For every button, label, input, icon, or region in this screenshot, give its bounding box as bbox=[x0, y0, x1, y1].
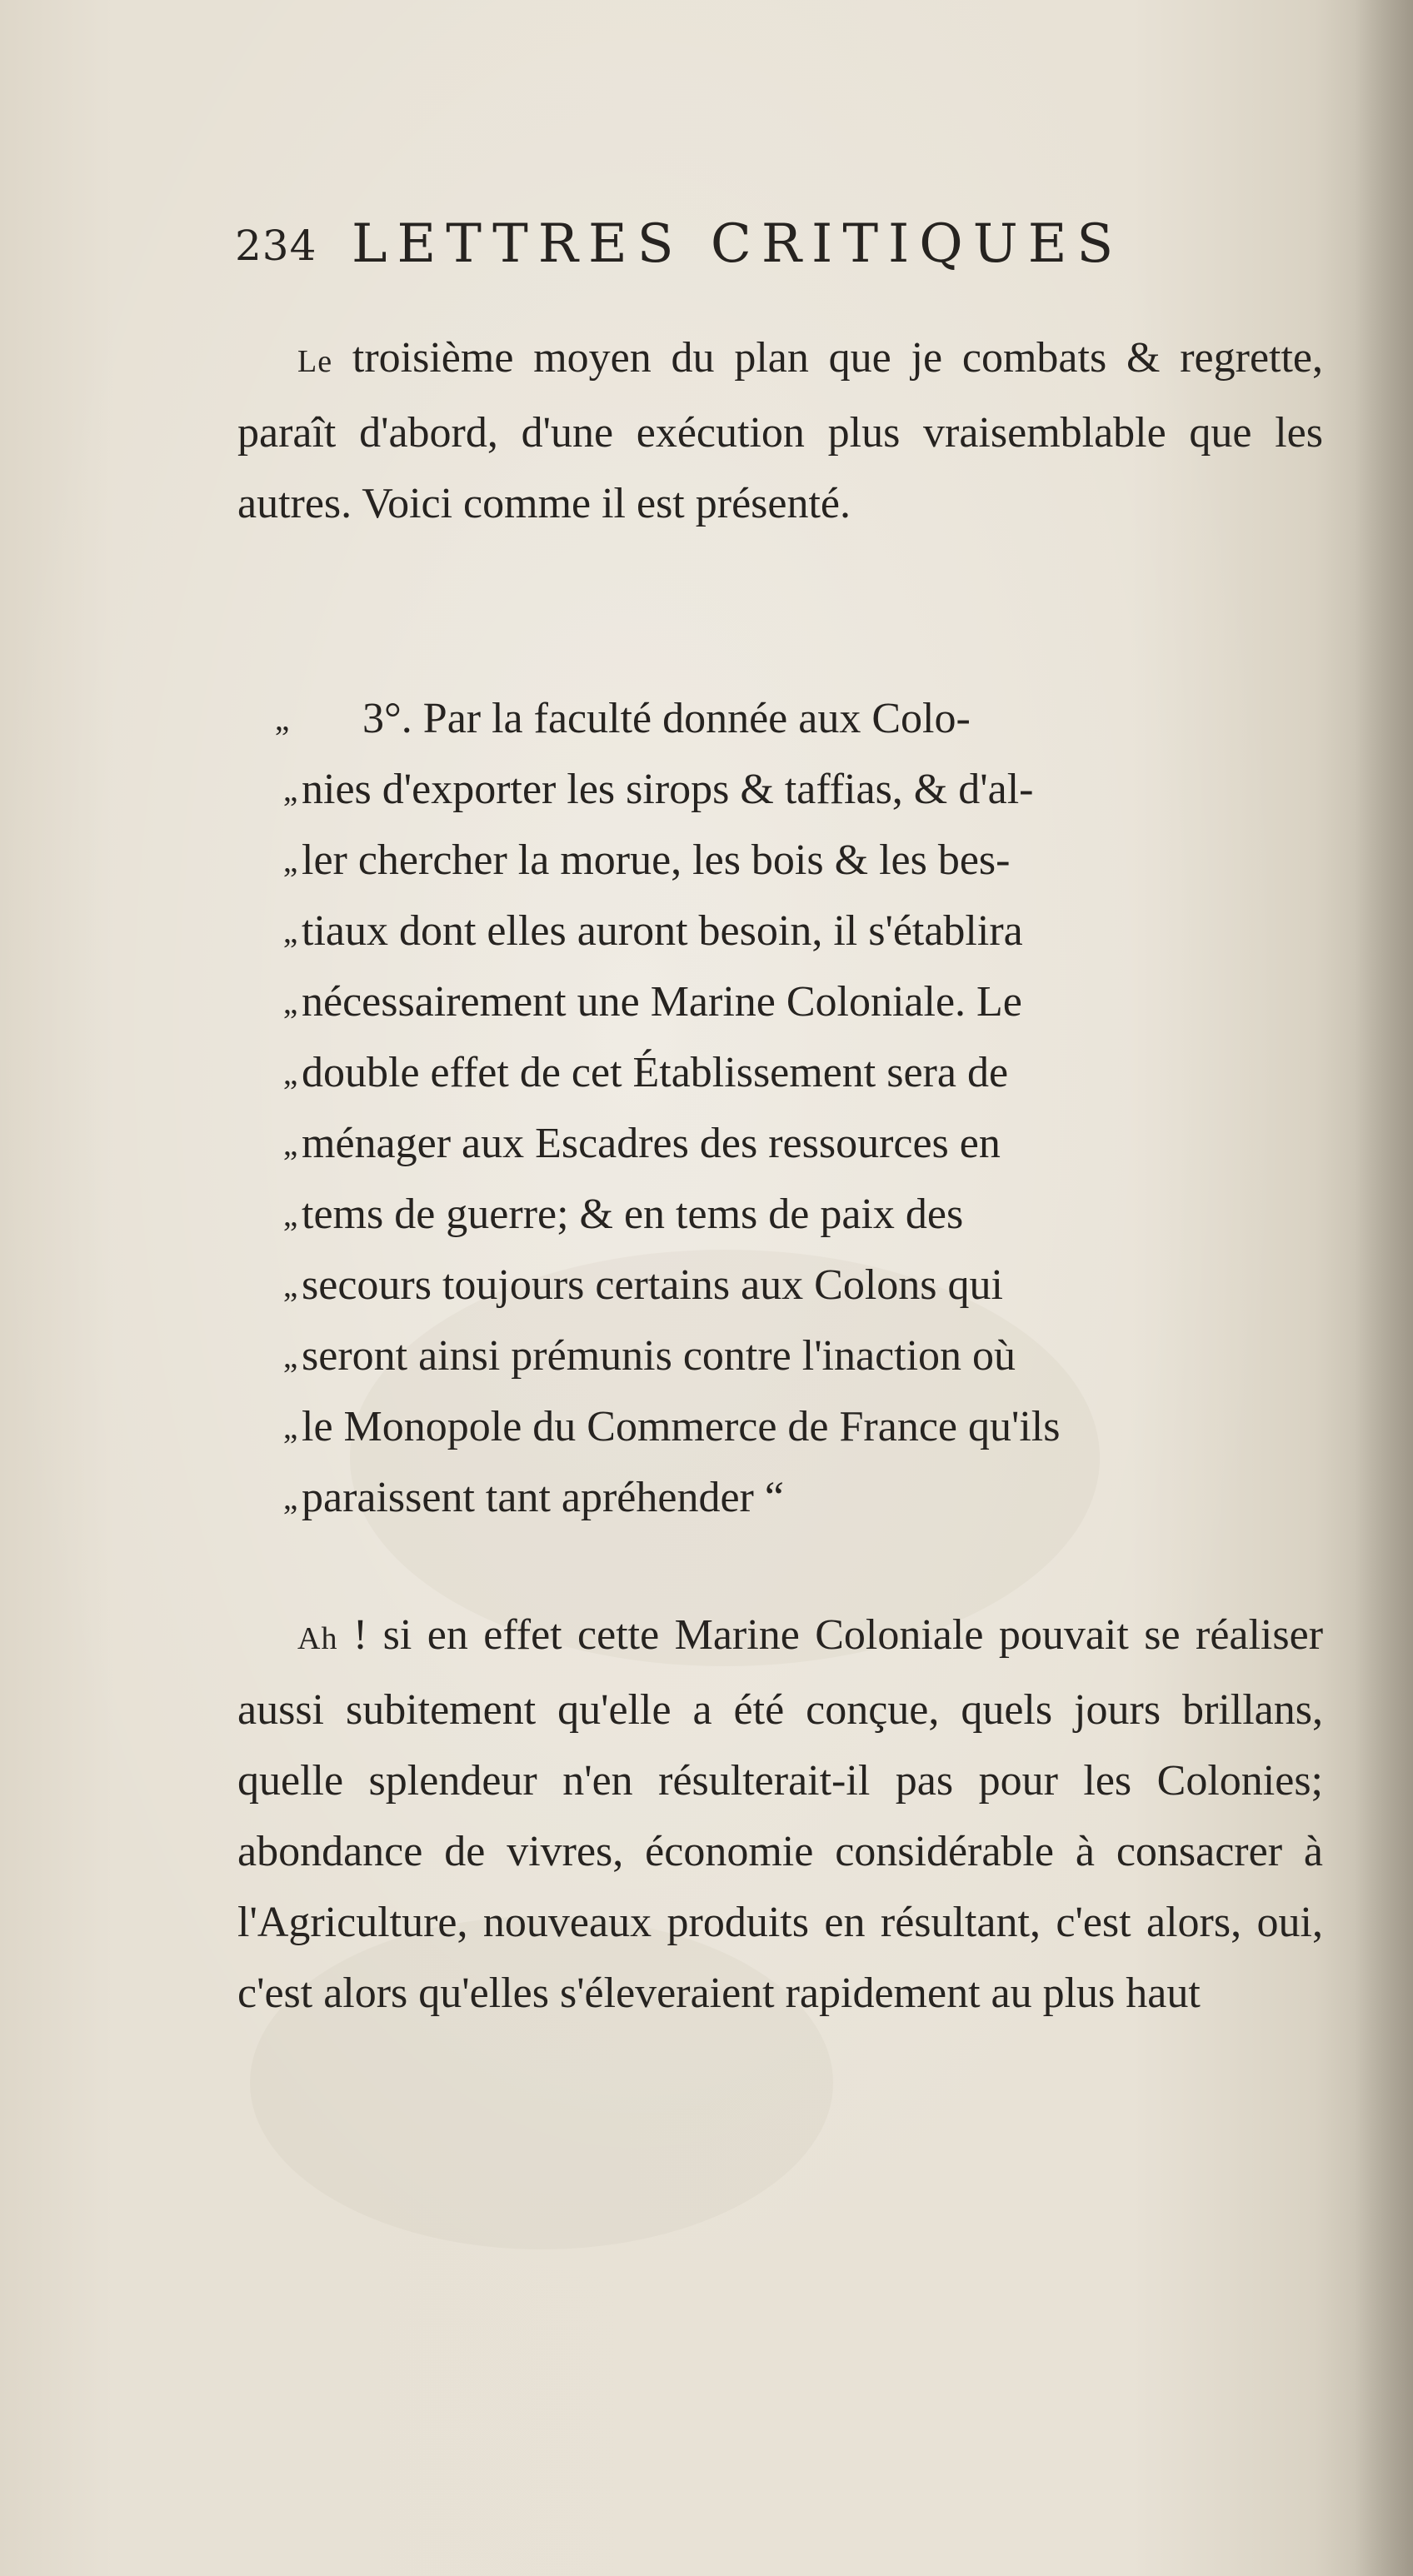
quote-mark: ,, bbox=[283, 1408, 297, 1445]
quote-mark: ,, bbox=[283, 1479, 297, 1516]
quote-line bbox=[283, 754, 1325, 825]
quote-line-text: nécessairement une Marine Coloniale. Le bbox=[302, 978, 1022, 1026]
page-number: 234 bbox=[235, 222, 317, 270]
quote-mark: ,, bbox=[283, 1125, 297, 1162]
quote-mark: ,, bbox=[283, 912, 297, 950]
page-edge-shadow bbox=[1355, 0, 1413, 2576]
quote-line-text: nies d'exporter les sirops & taffias, & d'al- bbox=[302, 766, 1034, 813]
running-title: LETTRES CRITIQUES bbox=[352, 213, 1124, 275]
quote-mark: ,, bbox=[283, 1054, 297, 1091]
quote-line-text: double effet de cet Établissement sera de bbox=[302, 1049, 1009, 1096]
quote-line-text: seront ainsi prémunis contre l'inaction où bbox=[302, 1332, 1016, 1380]
paragraph-1 bbox=[237, 322, 1323, 539]
paragraph-lead: Le bbox=[297, 344, 333, 379]
quote-line bbox=[283, 825, 1325, 896]
quote-mark: ,, bbox=[275, 700, 288, 737]
quote-line-text: secours toujours certains aux Colons qui bbox=[302, 1261, 1003, 1309]
quote-line-text: ler chercher la morue, les bois & les bes- bbox=[302, 836, 1011, 884]
quote-mark: ,, bbox=[283, 771, 297, 808]
quote-line-text: le Monopole du Commerce de France qu'ils bbox=[302, 1403, 1061, 1450]
quote-line bbox=[283, 966, 1325, 1037]
quote-line bbox=[283, 1462, 1325, 1533]
quote-mark: ,, bbox=[283, 1337, 297, 1375]
quote-line bbox=[283, 1037, 1325, 1108]
quote-line bbox=[283, 1108, 1325, 1179]
quote-line-text: tems de guerre; & en tems de paix des bbox=[302, 1191, 964, 1238]
quote-line-text: tiaux dont elles auront besoin, il s'établira bbox=[302, 907, 1023, 955]
paragraph-text: ! si en effet cette Marine Coloniale pouvait se réaliser aussi subitement qu'elle a été conçue, quels jours brillans, quelle splendeur n'en résulterait-il pas pour les Colonies; abondance de vivres, économie considérable à consacrer à l'Agriculture, nouveaux produits en résultant, c'est alors, oui, c'est alors qu'elles s'éleveraient rapidement au plus haut bbox=[237, 1611, 1324, 2017]
quote-line bbox=[283, 1320, 1325, 1391]
quote-line bbox=[283, 1179, 1325, 1250]
quote-mark: ,, bbox=[283, 983, 297, 1021]
quote-line bbox=[283, 1391, 1325, 1462]
paragraph-text: troisième moyen du plan que je combats & regrette, paraît d'abord, d'une exécution plus vraisemblable que les autres. Voici comme il est présenté. bbox=[237, 334, 1324, 527]
quote-mark: ,, bbox=[283, 1196, 297, 1233]
quote-line bbox=[275, 683, 1325, 754]
paragraph-lead: Ah bbox=[297, 1621, 338, 1656]
quote-line bbox=[283, 1250, 1325, 1320]
quote-mark: ,, bbox=[283, 841, 297, 879]
quote-mark: ,, bbox=[283, 1266, 297, 1304]
quote-line-text: 3°. Par la faculté donnée aux Colo- bbox=[362, 695, 971, 742]
quote-line bbox=[283, 896, 1325, 966]
page-header bbox=[235, 213, 1226, 288]
quotation-block bbox=[275, 683, 1325, 1533]
quote-line-text: ménager aux Escadres des ressources en bbox=[302, 1120, 1001, 1167]
paragraph-2 bbox=[237, 1600, 1323, 2029]
quote-line-text: paraissent tant apréhender “ bbox=[302, 1474, 784, 1521]
